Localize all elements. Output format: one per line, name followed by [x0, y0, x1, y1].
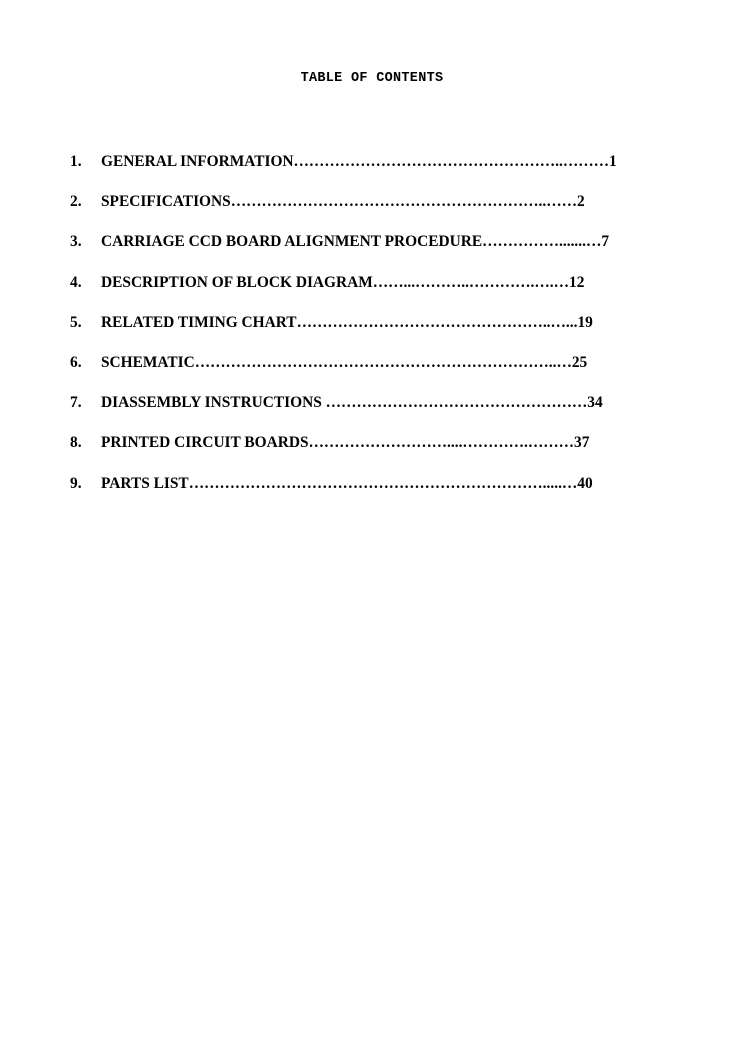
toc-entry-title: PRINTED CIRCUIT BOARDS………………………....………….………37: [101, 434, 590, 452]
toc-entry-general-information[interactable]: [70, 152, 672, 192]
toc-entry-parts-list[interactable]: [70, 474, 672, 514]
toc-entry-number: 6.: [70, 353, 82, 371]
toc-entry-schematic[interactable]: [70, 353, 672, 393]
toc-entry-number: 3.: [70, 233, 82, 251]
toc-entry-title: SCHEMATIC……………………………………………………………..…25: [101, 353, 588, 371]
toc-entry-alignment-procedure[interactable]: [70, 232, 672, 272]
toc-entry-title: PARTS LIST…………………………………………………………….....…40: [101, 474, 593, 492]
toc-entry-circuit-boards[interactable]: [70, 433, 672, 473]
toc-entry-title: CARRIAGE CCD BOARD ALIGNMENT PROCEDURE…………….......…7: [101, 233, 610, 251]
toc-entry-number: 9.: [70, 474, 82, 492]
toc-entry-number: 7.: [70, 394, 82, 412]
toc-entry-number: 1.: [70, 153, 82, 170]
toc-entry-title: GENERAL INFORMATION……………………………………………..………1: [101, 153, 617, 170]
toc-entry-timing-chart[interactable]: [70, 313, 672, 353]
toc-entry-block-diagram[interactable]: [70, 273, 672, 313]
toc-entry-title: DIASSEMBLY INSTRUCTIONS ……………………………………………34: [101, 394, 603, 412]
toc-entry-specifications[interactable]: [70, 192, 672, 232]
toc-entry-title: SPECIFICATIONS……………………………………………………..……2: [101, 193, 585, 211]
toc-entry-number: 4.: [70, 273, 82, 291]
toc-entry-title: DESCRIPTION OF BLOCK DIAGRAM……...………..………….….…12: [101, 273, 585, 291]
toc-entry-number: 5.: [70, 313, 82, 331]
toc-entry-number: 2.: [70, 193, 82, 211]
toc-entry-disassembly-instructions[interactable]: [70, 393, 672, 433]
page-title: TABLE OF CONTENTS: [300, 71, 444, 86]
table-of-contents: [70, 152, 672, 514]
toc-entry-number: 8.: [70, 434, 82, 452]
toc-entry-title: RELATED TIMING CHART…………………………………………..…...19: [101, 313, 593, 331]
